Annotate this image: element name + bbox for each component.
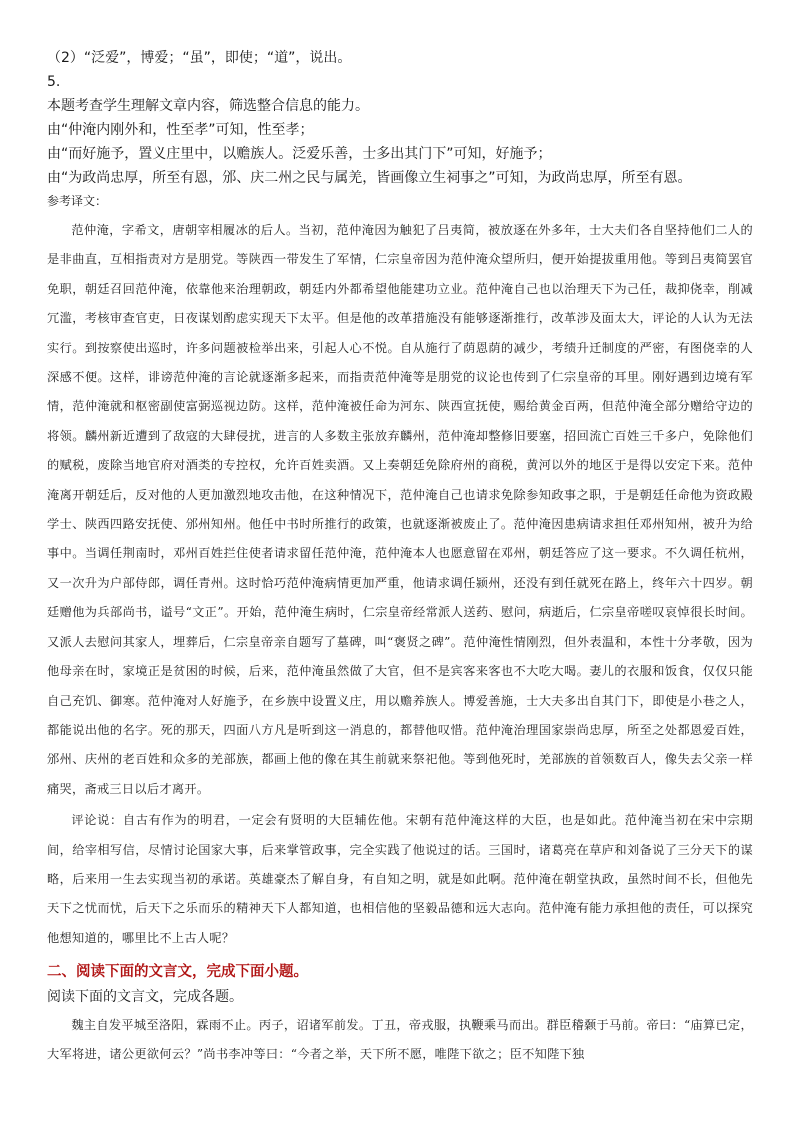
section-2-instruction: 阅读下面的文言文，完成各题。 — [47, 989, 243, 1006]
translation-paragraph-2: 评论说：自古有作为的明君，一定会有贤明的大臣辅佐他。宋朝有范仲淹这样的大臣，也是如此。范仲淹当初在宋中宗期间，给宰相写信，尽情讨论国家大事，后来掌管政事，完全实践了他说过的话。三国时，诸葛亮在草庐和刘备说了三分天下的谋略，后来用一生去实现当初的承诺。英雄豪杰了解自身，有自知之明，就是如此啊。范仲淹在朝堂执政，虽然时间不长，但他先天下之忧而忧，后天下之乐而乐的精神天下人都知道，也相信他的坚毅品德和远大志向。范仲淹有能力承担他的责任，可以探究他想知道的，哪里比不上古人呢？ — [47, 813, 753, 945]
translation-label: 参考译文： — [47, 194, 108, 208]
answer-item-2: （2）“泛爱”，博爱；“虽”，即使；“道”，说出。 — [47, 50, 352, 66]
question-5-point-2: 由“而好施予，置义庄里中，以赡族人。泛爱乐善，士多出其门下”可知，好施予； — [47, 146, 552, 162]
classical-passage: 魏主自发平城至洛阳，霖雨不止。丙子，诏诸军前发。丁丑，帝戎服，执鞭乘马而出。群臣稽颡于马前。帝曰：“庙算已定，大军将进，诸公更欲何云？”尚书李冲等曰：“今者之举，天下所不愿，唯陛下欲之；臣不知陛下独 — [47, 1018, 753, 1062]
translation-paragraph-1: 范仲淹，字希文，唐朝宰相履冰的后人。当初，范仲淹因为触犯了吕夷简，被放逐在外多年，士大夫们各自坚持他们二人的是非曲直，互相指责对方是朋党。等陕西一带发生了军情，仁宗皇帝因为范仲淹众望所归，便开始提拔重用他。等到吕夷简罢官免职，朝廷召回范仲淹，依靠他来治理朝政，朝廷内外都希望他能建功立业。范仲淹自己也以治理天下为己任，裁抑侥幸，削减冗滥，考核审查官吏，日夜谋划酌虑实现天下太平。但是他的改革措施没有能够逐渐推行，改革涉及面太大，评论的人认为无法实行。到按察使出巡时，许多问题被检举出来，引起人心不悦。自从施行了荫恩荫的减少，考绩升迁制度的严密，有图侥幸的人深感不便。这样，诽谤范仲淹的言论就逐渐多起来，而指责范仲淹等是朋党的议论也传到了仁宗皇帝的耳里。刚好遇到边境有军情，范仲淹就和枢密副使富弼巡视边防。这样，范仲淹被任命为河东、陕西宣抚使，赐给黄金百两，但范仲淹全部分赠给守边的将领。麟州新近遭到了敌寇的大肆侵扰，进言的人多数主张放弃麟州，范仲淹却整修旧要塞，招回流亡百姓三千多户，免除他们的赋税，废除当地官府对酒类的专控权，允许百姓卖酒。又上奏朝廷免除府州的商税，黄河以外的地区于是得以安定下来。范仲淹离开朝廷后，反对他的人更加激烈地攻击他，在这种情况下，范仲淹自己也请求免除参知政事之职，于是朝廷任命他为资政殿学士、陕西四路安抚使、邠州知州。他任中书时所推行的政策，也就逐渐被废止了。范仲淹因患病请求担任邓州知州，被升为给事中。当调任荆南时，邓州百姓拦住使者请求留任范仲淹，范仲淹本人也愿意留在邓州，朝廷答应了这一要求。不久调任杭州，又一次升为户部侍郎，调任青州。这时恰巧范仲淹病情更加严重，他请求调任颍州，还没有到任就死在路上，终年六十四岁。朝廷赠他为兵部尚书，谥号“文正”。开始，范仲淹生病时，仁宗皇帝经常派人送药、慰问，病逝后，仁宗皇帝嗟叹哀悼很长时间。又派人去慰问其家人，埋葬后，仁宗皇帝亲自题写了墓碑，叫“褒贤之碑”。范仲淹性情刚烈，但外表温和，本性十分孝敬，因为他母亲在时，家境正是贫困的时候，后来，范仲淹虽然做了大官，但不是宾客来客也不大吃大喝。妻儿的衣服和饭食，仅仅只能自己充饥、御寒。范仲淹对人好施予，在乡族中设置义庄，用以赡养族人。博爱善施，士大夫多出自其门下，即使是小巷之人，都能说出他的名字。死的那天，四面八方凡是听到这一消息的，都替他叹惜。范仲淹治理国家崇尚忠厚，所至之处都恩爱百姓，邠州、庆州的老百姓和众多的羌部族，都画上他的像在其生前就来祭祀他。等到他死时，羌部族的首领数百人，像失去父亲一样痛哭，斋戒三日以后才离开。 — [47, 223, 753, 796]
section-2-heading: 二、阅读下面的文言文，完成下面小题。 — [47, 964, 308, 981]
question-5-number: 5. — [47, 74, 61, 90]
question-5-point-1: 由“仲淹内刚外和，性至孝”可知，性至孝； — [47, 122, 314, 138]
document-page — [47, 46, 753, 1069]
question-5-point-3: 由“为政尚忠厚，所至有恩，邠、庆二州之民与属羌，皆画像立生祠事之”可知，为政尚忠厚，所至有恩。 — [47, 170, 692, 186]
question-5-intro: 本题考查学生理解文章内容，筛选整合信息的能力。 — [47, 98, 369, 114]
